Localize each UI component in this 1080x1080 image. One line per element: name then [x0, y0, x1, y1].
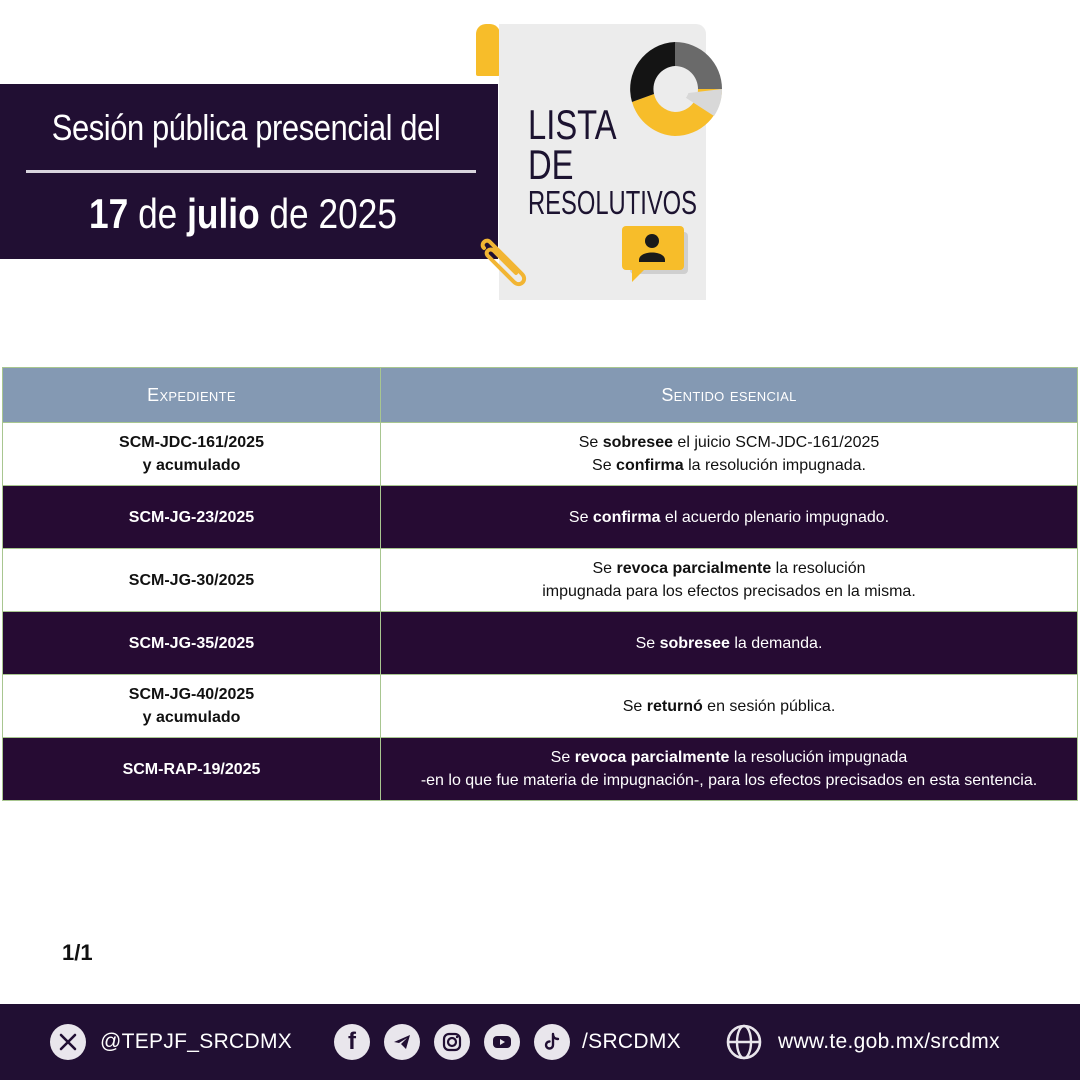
sentido-keyword: confirma	[616, 457, 684, 474]
table-row	[3, 612, 1078, 675]
resolutions-table	[2, 367, 1078, 801]
sentido-text: la demanda.	[729, 634, 823, 652]
date-de: de	[138, 190, 178, 237]
website-url: www.te.gob.mx/srcdmx	[778, 1030, 1000, 1053]
table-row	[3, 486, 1078, 549]
sentido-keyword: sobresee	[602, 434, 673, 451]
sentido-cell	[381, 549, 1078, 612]
x-handle: @TEPJF_SRCDMX	[100, 1030, 293, 1053]
x-icon	[50, 1024, 86, 1060]
sentido-keyword: confirma	[592, 508, 661, 526]
telegram-icon	[384, 1024, 420, 1060]
expediente-note: y acumulado	[142, 457, 241, 474]
globe-icon	[724, 1022, 764, 1062]
table-row	[3, 549, 1078, 612]
sentido-keyword: revoca parcialmente	[616, 560, 772, 577]
website-link[interactable]	[724, 1004, 1000, 1080]
session-date	[39, 190, 447, 238]
x-account-link[interactable]	[50, 1004, 292, 1080]
sentido-text: Se	[592, 457, 617, 474]
table-row	[3, 423, 1078, 486]
instagram-icon	[434, 1024, 470, 1060]
youtube-link[interactable]	[484, 1004, 520, 1080]
sentido-cell	[381, 675, 1078, 738]
sentido-text: Se	[622, 697, 647, 715]
telegram-link[interactable]	[384, 1004, 420, 1080]
sentido-text: Se	[568, 508, 593, 526]
expediente-id: SCM-JG-23/2025	[128, 508, 255, 526]
expediente-id: SCM-JDC-161/2025	[119, 434, 264, 451]
sentido-text: Se	[550, 749, 575, 766]
sentido-text: Se	[578, 434, 603, 451]
sentido-text: -en lo que fue materia de impugnación-, para los efectos precisados en esta sentencia.	[420, 772, 1038, 789]
table-header-row	[3, 368, 1078, 423]
user-chat-icon	[620, 226, 692, 286]
expediente-cell	[3, 738, 381, 801]
facebook-icon: f	[334, 1024, 370, 1060]
social-handle: /SRCDMX	[582, 1030, 681, 1053]
sentido-text: Se	[635, 634, 660, 652]
footer-bar	[0, 1004, 1080, 1080]
expediente-cell	[3, 423, 381, 486]
header-banner	[0, 84, 498, 259]
date-de: de	[269, 190, 309, 237]
document-title	[528, 101, 763, 221]
facebook-link[interactable]	[334, 1004, 370, 1080]
expediente-id: SCM-JG-30/2025	[128, 571, 255, 589]
expediente-cell	[3, 486, 381, 549]
expediente-id: SCM-JG-40/2025	[128, 686, 255, 703]
sentido-cell	[381, 423, 1078, 486]
expediente-cell	[3, 612, 381, 675]
sentido-text: la resolución impugnada	[729, 749, 908, 766]
table-row	[3, 738, 1078, 801]
sentido-cell	[381, 738, 1078, 801]
sentido-text: Se	[592, 560, 617, 577]
paperclip-icon	[478, 238, 534, 288]
sentido-keyword: returnó	[646, 697, 703, 715]
doc-title-line1: LISTA	[528, 101, 617, 148]
expediente-cell	[3, 675, 381, 738]
header-sentido-esencial: Sentido esencial	[381, 368, 1078, 423]
sentido-cell	[381, 612, 1078, 675]
sentido-text: la resolución	[771, 560, 866, 577]
table-row	[3, 675, 1078, 738]
banner-divider	[26, 170, 476, 173]
sentido-text: la resolución impugnada.	[683, 457, 866, 474]
doc-title-line3: RESOLUTIVOS	[528, 183, 698, 221]
instagram-link[interactable]	[434, 1004, 470, 1080]
expediente-id: SCM-RAP-19/2025	[122, 760, 261, 778]
doc-title-line2: DE	[528, 140, 574, 188]
sentido-text: el juicio SCM-JDC-161/2025	[672, 434, 880, 451]
date-month: julio	[187, 190, 260, 237]
expediente-id: SCM-JG-35/2025	[128, 634, 255, 652]
sentido-text: en sesión pública.	[702, 697, 836, 715]
sentido-text: el acuerdo plenario impugnado.	[660, 508, 890, 526]
header-expediente: Expediente	[3, 368, 381, 423]
banner-title: Sesión pública presencial del	[51, 107, 441, 148]
sentido-keyword: sobresee	[659, 634, 730, 652]
youtube-icon	[484, 1024, 520, 1060]
expediente-note: y acumulado	[142, 709, 241, 726]
tiktok-link[interactable]	[534, 1004, 681, 1080]
date-day: 17	[89, 190, 129, 237]
expediente-cell	[3, 549, 381, 612]
tiktok-icon	[534, 1024, 570, 1060]
sentido-cell	[381, 486, 1078, 549]
sentido-keyword: revoca parcialmente	[574, 749, 730, 766]
date-year: 2025	[318, 190, 397, 237]
sentido-text: impugnada para los efectos precisados en la misma.	[542, 583, 916, 600]
document-fold-icon	[476, 24, 500, 76]
page-indicator: 1/1	[62, 940, 93, 965]
